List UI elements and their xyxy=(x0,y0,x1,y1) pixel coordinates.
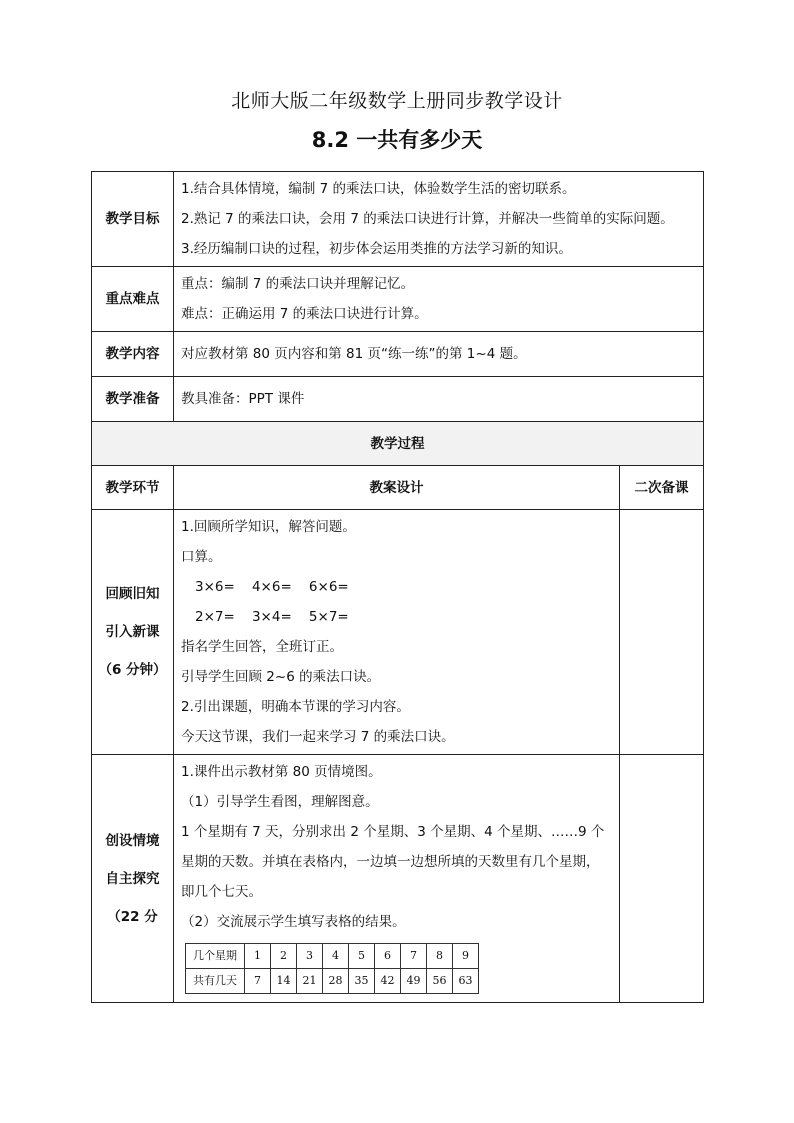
notes-column-header: 二次备课 xyxy=(620,466,704,510)
days-cell: 56 xyxy=(427,969,453,994)
key-point: 重点：编制 7 的乘法口诀并理解记忆。 xyxy=(181,276,415,292)
explore-line: （1）引导学生看图，理解图意。 xyxy=(181,794,379,810)
explore-notes xyxy=(620,755,704,1003)
process-header: 教学过程 xyxy=(92,422,704,466)
goals-row xyxy=(92,172,704,267)
review-line: 今天这节课，我们一起来学习 7 的乘法口诀。 xyxy=(181,729,455,745)
days-cell: 28 xyxy=(323,969,349,994)
key-points-content xyxy=(174,267,704,332)
difficult-point: 难点：正确运用 7 的乘法口诀进行计算。 xyxy=(181,306,428,322)
explore-line: 1 个星期有 7 天，分别求出 2 个星期、3 个星期、4 个星期、……9 个星期的天数。并填在表格内，一边填一边想所填的天数里有几个星期，即几个七天。 xyxy=(181,824,605,900)
review-line: 引导学生回顾 2~6 的乘法口诀。 xyxy=(181,669,381,685)
goal-3: 3.经历编制口诀的过程，初步体会运用类推的方法学习新的知识。 xyxy=(181,241,572,257)
review-line: 3×6= 4×6= 6×6= xyxy=(195,579,349,595)
lesson-plan-table xyxy=(91,171,704,1003)
weeks-cell: 8 xyxy=(427,944,453,969)
lesson-title: 8.2 一共有多少天 xyxy=(311,128,483,152)
content-row xyxy=(92,332,704,377)
review-line: 口算。 xyxy=(181,549,222,565)
weeks-cell: 7 xyxy=(401,944,427,969)
column-header-row xyxy=(92,466,704,510)
process-header-row xyxy=(92,422,704,466)
goals-label: 教学目标 xyxy=(92,172,174,267)
weeks-cell: 1 xyxy=(245,944,271,969)
explore-design xyxy=(174,755,620,1003)
goal-1: 1.结合具体情境，编制 7 的乘法口诀，体验数学生活的密切联系。 xyxy=(181,181,576,197)
explore-row xyxy=(92,755,704,1003)
explore-line: 1.课件出示教材第 80 页情境图。 xyxy=(181,764,382,780)
explore-stage-label: 创设情境 自主探究 （22 分 xyxy=(92,755,174,1003)
review-line: 2×7= 3×4= 5×7= xyxy=(195,609,349,625)
key-points-row xyxy=(92,267,704,332)
weeks-cell: 2 xyxy=(271,944,297,969)
review-notes xyxy=(620,510,704,755)
days-row-label: 共有几天 xyxy=(186,969,245,994)
explore-line: （2）交流展示学生填写表格的结果。 xyxy=(181,914,406,930)
document-title: 北师大版二年级数学上册同步教学设计 xyxy=(231,90,563,112)
weeks-cell: 3 xyxy=(297,944,323,969)
design-column-header: 教案设计 xyxy=(174,466,620,510)
days-cell: 49 xyxy=(401,969,427,994)
stage-column-header: 教学环节 xyxy=(92,466,174,510)
days-cell: 14 xyxy=(271,969,297,994)
review-row xyxy=(92,510,704,755)
prep-text: 教具准备：PPT 课件 xyxy=(174,377,704,422)
weeks-days-table xyxy=(185,943,479,994)
goals-content xyxy=(174,172,704,267)
content-text: 对应教材第 80 页内容和第 81 页“练一练”的第 1~4 题。 xyxy=(174,332,704,377)
weeks-row xyxy=(186,944,479,969)
review-line: 2.引出课题，明确本节课的学习内容。 xyxy=(181,699,410,715)
review-stage-label: 回顾旧知 引入新课 （6 分钟） xyxy=(92,510,174,755)
days-cell: 42 xyxy=(375,969,401,994)
days-cell: 35 xyxy=(349,969,375,994)
weeks-cell: 5 xyxy=(349,944,375,969)
days-cell: 63 xyxy=(453,969,479,994)
review-line: 指名学生回答，全班订正。 xyxy=(181,639,343,655)
weeks-cell: 6 xyxy=(375,944,401,969)
goal-2: 2.熟记 7 的乘法口诀，会用 7 的乘法口诀进行计算，并解决一些简单的实际问题。 xyxy=(181,211,674,227)
review-design xyxy=(174,510,620,755)
days-cell: 21 xyxy=(297,969,323,994)
prep-label: 教学准备 xyxy=(92,377,174,422)
prep-row xyxy=(92,377,704,422)
key-points-label: 重点难点 xyxy=(92,267,174,332)
content-label: 教学内容 xyxy=(92,332,174,377)
review-line: 1.回顾所学知识，解答问题。 xyxy=(181,519,356,535)
weeks-cell: 9 xyxy=(453,944,479,969)
weeks-cell: 4 xyxy=(323,944,349,969)
weeks-row-label: 几个星期 xyxy=(186,944,245,969)
days-row xyxy=(186,969,479,994)
days-cell: 7 xyxy=(245,969,271,994)
